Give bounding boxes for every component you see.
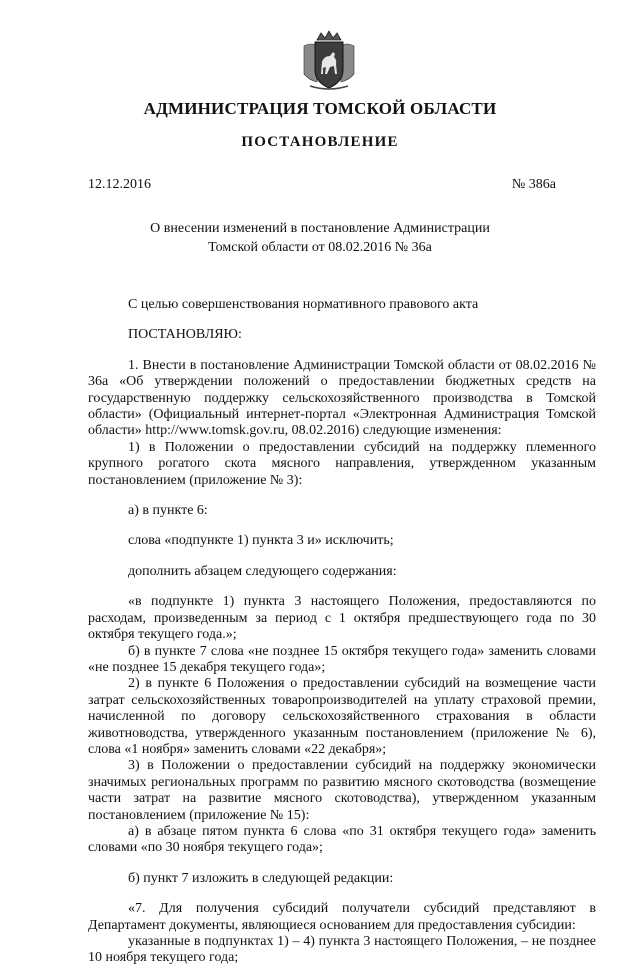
document-number: № 386а	[511, 177, 556, 192]
body-paragraph: дополнить абзацем следующего содержания:	[128, 563, 397, 579]
document-body	[88, 283, 596, 967]
body-paragraph: 1. Внести в постановление Администрации Томской области от 08.02.2016 № 36а «Об утверждении положений о предоставлении бюджетных средств на государственную поддержку сельскохозяйственного производства в Томской области» (Официальный интернет-портал «Электронная Администрация Томской области» http://www.tomsk.gov.ru, 08.02.2016) следующие изменения:	[88, 357, 596, 439]
body-paragraph: «7. Для получения субсидий получатели субсидий представляют в Департамент документы, являющиеся основанием для предоставления субсидии:	[88, 901, 596, 933]
body-paragraph: 2) в пункте 6 Положения о предоставлении субсидий на возмещение части затрат сельскохозяйственных товаропроизводителей на уплату страховой премии, начисленной по договору сельскохозяйственного страхования в области животноводства, утвержденного указанным постановлением (приложение № 6), слова «1 ноября» заменить словами «22 декабря»;	[88, 676, 596, 757]
body-paragraph: 3) в Положении о предоставлении субсидий на поддержку экономически значимых региональных программ по развитию мясного скотоводства (возмещение части затрат на развитие мясного скотоводства), утвержденном указанным постановлением (приложение № 15):	[88, 758, 596, 823]
subject-line-2: Томской области от 08.02.2016 № 36а	[208, 240, 432, 255]
body-paragraph: «в подпункте 1) пункта 3 настоящего Положения, предоставляются по расходам, произведенным за период с 1 октября предшествующего года по 30 октября текущего года.»;	[88, 594, 596, 643]
body-paragraph: б) в пункте 7 слова «не позднее 15 октября текущего года» заменить словами «не позднее 15 декабря текущего года»;	[88, 643, 596, 675]
body-paragraph: а) в абзаце пятом пункта 6 слова «по 31 октября текущего года» заменить словами «по 30 ноября текущего года»;	[88, 823, 596, 856]
subject-line-1: О внесении изменений в постановление Администрации	[150, 221, 490, 236]
document-type: ПОСТАНОВЛЕНИЕ	[241, 134, 399, 150]
body-paragraph: слова «подпункте 1) пункта 3 и» исключить;	[128, 533, 394, 549]
body-paragraph: б) пункт 7 изложить в следующей редакции:	[128, 870, 394, 886]
body-paragraph: С целью совершенствования нормативного правового акта	[128, 297, 479, 312]
tomsk-coat-of-arms-icon	[300, 30, 358, 92]
document-date: 12.12.2016	[88, 177, 151, 192]
document-subject	[0, 219, 640, 257]
body-paragraph: ПОСТАНОВЛЯЮ:	[128, 327, 242, 343]
body-paragraph: указанные в подпунктах 1) – 4) пункта 3 настоящего Положения, – не позднее 10 ноября текущего года;	[88, 934, 596, 966]
body-paragraph: 1) в Положении о предоставлении субсидий на поддержку племенного крупного рогатого скота мясного направления, утвержденном указанным постановлением (приложение № 3):	[88, 439, 596, 488]
body-paragraph: а) в пункте 6:	[128, 503, 208, 519]
organization-title: АДМИНИСТРАЦИЯ ТОМСКОЙ ОБЛАСТИ	[143, 99, 497, 118]
